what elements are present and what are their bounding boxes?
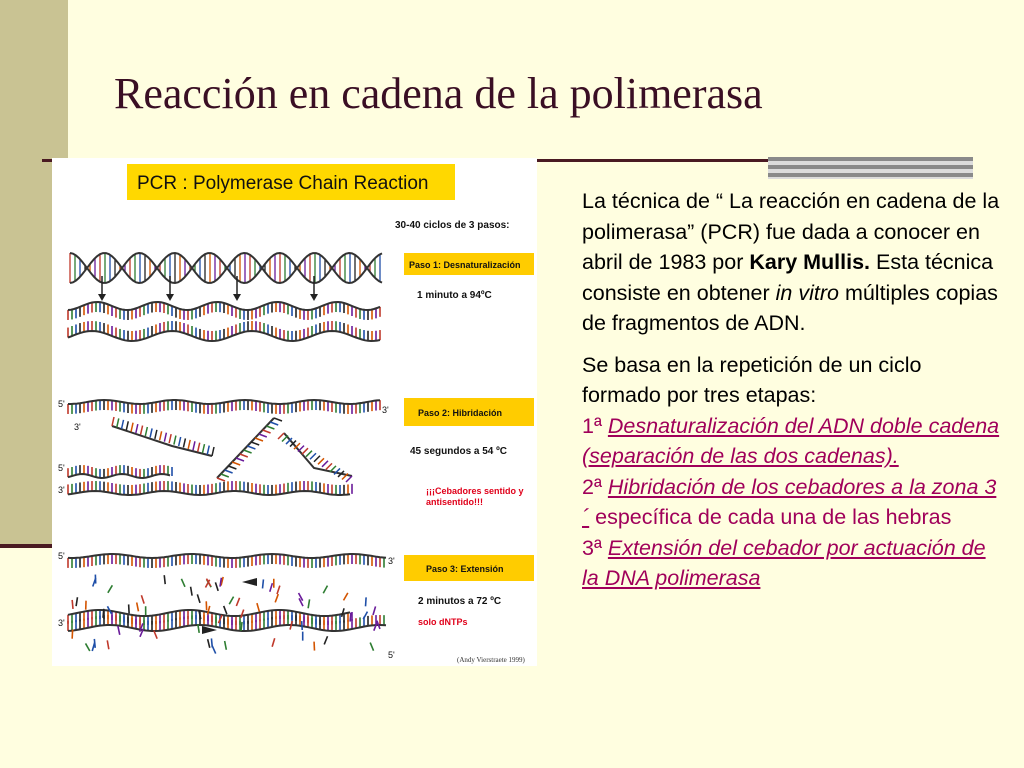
base-pair-tick [179, 437, 181, 446]
step2-number: 2ª [582, 474, 608, 499]
arrow-head [310, 294, 318, 301]
base-pair-tick [259, 434, 267, 437]
base-pair-tick [240, 454, 248, 457]
step1-line [582, 411, 1002, 472]
strand-end-label: 5' [388, 650, 395, 660]
base-pair-tick [251, 442, 259, 445]
primer-strand [284, 433, 352, 476]
strand-end-label: 3' [388, 556, 395, 566]
base-pair-tick [136, 424, 138, 433]
step1-number: 1ª [582, 413, 608, 438]
base-pair-tick [174, 436, 176, 445]
arrow-head [166, 294, 174, 301]
dntp-fragment [277, 586, 280, 594]
dntp-fragment [323, 586, 327, 594]
step3-label: Paso 3: Extensión [426, 564, 504, 574]
dntp-fragment [363, 612, 367, 620]
steps-intro: Se basa en la repetición de un ciclo formado por tres etapas: [582, 352, 922, 407]
base-pair-tick [232, 462, 240, 465]
step2-note-line1: ¡¡¡Cebadores sentido y [426, 486, 524, 496]
base-pair-tick [188, 440, 190, 449]
slide-title: Reacción en cadena de la polimerasa [114, 69, 763, 118]
base-pair-tick [117, 418, 119, 427]
dntp-fragment [86, 643, 90, 651]
base-pair-tick [122, 420, 124, 429]
base-pair-tick [150, 428, 152, 437]
dna-backbone [68, 400, 380, 404]
dntp-fragment [72, 600, 73, 609]
base-pair-tick [278, 433, 284, 439]
step1-detail: 1 minuto a 94ºC [417, 290, 492, 301]
pcr-diagram-svg [52, 158, 537, 666]
intro-text-2: Esta técnica consiste en obtener [582, 250, 994, 305]
dntp-fragment [118, 626, 120, 635]
base-pair-tick [221, 474, 229, 477]
dntp-fragment [225, 641, 227, 650]
step3-detail: 2 minutos a 72 ºC [418, 596, 502, 607]
diagram-credit: (Andy Vierstraete 1999) [457, 656, 525, 664]
dna-strands-art [68, 253, 386, 654]
strand-end-label: 5' [58, 551, 65, 561]
dntp-fragment [366, 597, 367, 606]
base-pair-tick [247, 446, 255, 449]
intro-paragraph [582, 186, 1002, 339]
dntp-fragment [350, 613, 351, 622]
base-pair-tick [318, 458, 324, 464]
dntp-fragment [272, 638, 275, 647]
dntp-fragment [108, 585, 113, 592]
base-pair-tick [298, 446, 304, 452]
dntp-fragment [236, 598, 239, 606]
base-pair-tick [202, 444, 204, 453]
base-pair-tick [169, 434, 171, 443]
intro-text-3: múltiples copias de fragmentos de ADN. [582, 280, 998, 335]
dntp-fragment [344, 593, 348, 601]
decorative-striped-bar [768, 157, 973, 179]
step1-link[interactable]: Desnaturalización del ADN doble cadena (separación de las dos cadenas). [582, 413, 1000, 468]
dntp-fragment [181, 579, 185, 587]
base-pair-tick [217, 478, 225, 481]
dntp-fragment [324, 636, 327, 644]
dntp-fragment [141, 595, 144, 603]
base-pair-tick [322, 461, 328, 467]
strand-end-label: 5' [58, 463, 65, 473]
dntp-fragment [370, 643, 373, 651]
dntp-fragment [270, 583, 273, 592]
dntp-fragment [164, 575, 165, 584]
dntp-fragment [257, 603, 259, 612]
steps-block [582, 350, 1002, 594]
base-pair-tick [310, 453, 316, 459]
arrow-head [233, 294, 241, 301]
base-pair-tick [244, 450, 252, 453]
dntp-fragment [224, 606, 227, 614]
dna-backbone [68, 474, 170, 478]
base-pair-tick [212, 447, 214, 456]
base-pair-tick [145, 427, 147, 436]
dntp-fragment [263, 579, 264, 588]
base-pair-tick [164, 433, 166, 442]
dntp-fragment [215, 582, 218, 590]
base-pair-tick [255, 438, 263, 441]
author-name: Kary Mullis. [749, 250, 871, 274]
diagram-header: PCR : Polymerase Chain Reaction [137, 173, 429, 194]
pcr-diagram [52, 158, 537, 666]
base-pair-tick [266, 426, 274, 429]
step2-line [582, 472, 1002, 533]
intro-text-1: La técnica de “ La reacción en cadena de la polimerasa” (PCR) fue dada a conocer en abril de 1983 por [582, 189, 1000, 274]
base-pair-tick [183, 438, 185, 447]
base-pair-tick [306, 451, 312, 457]
base-pair-tick [346, 476, 352, 482]
step2-label: Paso 2: Hibridación [418, 408, 503, 418]
step3-number: 3ª [582, 535, 608, 560]
base-pair-tick [198, 443, 200, 452]
dntp-fragment [308, 599, 309, 608]
base-pair-tick [270, 422, 278, 425]
dntp-fragment [103, 609, 104, 618]
strand-end-label: 3' [382, 405, 389, 415]
cycles-note: 30-40 ciclos de 3 pasos: [395, 220, 510, 231]
base-pair-tick [228, 466, 236, 469]
base-pair-tick [302, 448, 308, 454]
base-pair-tick [282, 436, 288, 442]
dntp-fragment [241, 622, 242, 631]
dntp-fragment [290, 621, 292, 630]
step2-detail: 45 segundos a 54 ºC [410, 446, 508, 457]
dntp-fragment [197, 594, 200, 602]
dntp-fragment [208, 639, 210, 648]
strand-end-label: 3' [58, 618, 65, 628]
base-pair-tick [193, 441, 195, 450]
dntp-fragment [229, 597, 233, 605]
step2-note-line2: antisentido!!! [426, 497, 483, 507]
step3-link[interactable]: Extensión del cebador por actuación de la DNA polimerasa [582, 535, 986, 590]
extension-arrow [242, 578, 257, 586]
base-pair-tick [141, 426, 143, 435]
base-pair-tick [326, 463, 332, 469]
base-pair-tick [131, 423, 133, 432]
step3-line [582, 533, 1002, 594]
strand-end-label: 3' [58, 485, 65, 495]
base-pair-tick [274, 418, 282, 421]
dna-backbone [68, 625, 386, 631]
step2-link[interactable]: Hibridación de los cebadores a la zona 3´ [582, 474, 997, 529]
base-pair-tick [155, 430, 157, 439]
dntp-fragment [107, 640, 109, 649]
description-text [582, 186, 1002, 594]
dntp-fragment [275, 594, 278, 602]
base-pair-tick [126, 421, 128, 430]
base-pair-tick [160, 431, 162, 440]
left-divider [0, 544, 52, 548]
arrow-head [98, 294, 106, 301]
dntp-fragment [191, 587, 193, 596]
primer-strand [217, 418, 274, 478]
dna-backbone [68, 491, 350, 495]
dntp-fragment [373, 606, 376, 615]
strand-end-label: 3' [74, 422, 81, 432]
in-vitro-term: in vitro [775, 280, 839, 305]
base-pair-tick [225, 470, 233, 473]
base-pair-tick [263, 430, 271, 433]
step1-label: Paso 1: Desnaturalización [409, 260, 521, 270]
base-pair-tick [207, 446, 209, 455]
dntp-fragment [212, 646, 216, 654]
base-pair-tick [236, 458, 244, 461]
dntp-fragment [302, 621, 303, 630]
base-pair-tick [112, 417, 114, 426]
strand-end-label: 5' [58, 399, 65, 409]
dntp-fragment [76, 597, 77, 606]
base-pair-tick [314, 456, 320, 462]
step3-note: solo dNTPs [418, 617, 468, 627]
step2-rest: específica de cada una de las hebras [589, 505, 952, 529]
dntp-fragment [137, 603, 139, 612]
